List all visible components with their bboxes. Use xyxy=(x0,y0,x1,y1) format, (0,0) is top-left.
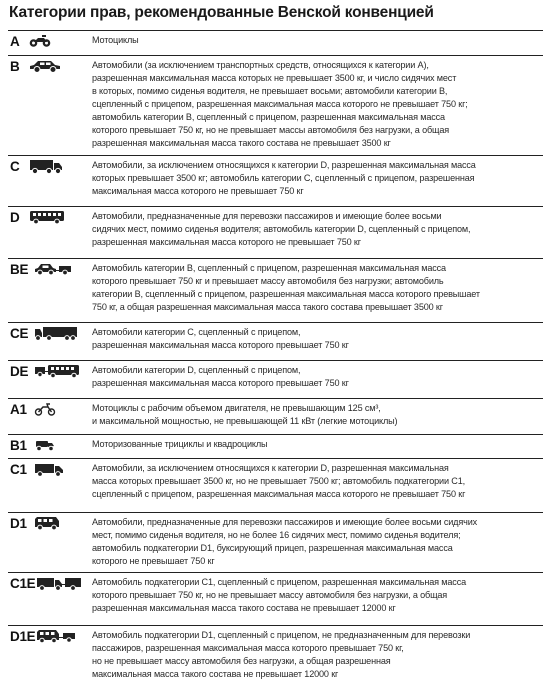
car-trailer-icon xyxy=(34,262,90,280)
description-line: автомобиль категории В, сцепленный с прицепом, разрешенная максимальная масса xyxy=(92,112,445,122)
description-line: Автомобили, предназначенные для перевозки пассажиров и имеющие более восьми сидячих xyxy=(92,517,478,527)
truck-trailer-icon xyxy=(34,326,90,344)
category-description xyxy=(92,576,545,615)
description-line: разрешенная максимальная масса которого превышает 750 кг xyxy=(92,378,349,388)
description-line: Автомобили, предназначенные для перевозки пассажиров и имеющие более восьми xyxy=(92,211,442,221)
description-line: Автомобили, за исключением относящихся к категории D, разрешенная максимальная xyxy=(92,463,449,473)
category-description xyxy=(92,159,545,198)
category-description xyxy=(92,462,545,501)
description-line: Автомобиль категории В, сцепленный с прицепом, разрешенная максимальная масса xyxy=(92,263,446,273)
car-icon xyxy=(29,59,85,77)
description-line: Автомобили категории С, сцепленный с прицепом, xyxy=(92,327,301,337)
row-divider xyxy=(8,458,543,459)
bus-trailer-icon xyxy=(34,364,90,382)
description-line: Автомобиль подкатегории С1, сцепленный с прицепом, разрешенная максимальная масса xyxy=(92,577,467,587)
description-line: 750 кг, а общая разрешенная максимальная масса такого состава превышает 3500 кг xyxy=(92,302,443,312)
description-line: которых превышает 3500 кг; автомобиль категории С, сцепленный с прицепом, разрешенная xyxy=(92,173,475,183)
category-code: CE xyxy=(10,326,29,341)
description-line: разрешенная максимальная масса которого превышает 750 кг xyxy=(92,340,349,350)
description-line: но не превышает массу автомобиля без нагрузки, а общая разрешенная xyxy=(92,656,391,666)
description-line: разрешенная максимальная масса которых не превышает 3500 кг, и число сидячих мест xyxy=(92,73,457,83)
category-code: BE xyxy=(10,262,29,277)
category-code: D xyxy=(10,210,20,225)
row-divider xyxy=(8,30,543,31)
light-truck-icon xyxy=(34,462,90,480)
category-code: B xyxy=(10,59,20,74)
description-line: Мотоциклы xyxy=(92,35,139,45)
motorcycle-icon xyxy=(29,34,85,52)
description-line: разрешенная максимальная масса такого состава не превышает 3500 кг xyxy=(92,138,391,148)
category-description xyxy=(92,629,545,681)
description-line: пассажиров, разрешенная максимальная масса которого превышает 750 кг, xyxy=(92,643,404,653)
description-line: и максимальной мощностью, не превышающей 11 кВт (легкие мотоциклы) xyxy=(92,416,398,426)
row-divider xyxy=(8,512,543,513)
light-truck-trailer-icon xyxy=(36,576,92,594)
category-code: C xyxy=(10,159,20,174)
category-description xyxy=(92,438,545,451)
description-line: Автомобиль подкатегории D1, сцепленный с прицепом, не предназначенным для перевозки xyxy=(92,630,471,640)
description-line: сидячих мест, помимо сиденья водителя; автомобиль категории D, сцепленный с прицепом, xyxy=(92,224,471,234)
page-title: Категории прав, рекомендованные Венской конвенцией xyxy=(9,4,434,21)
row-divider xyxy=(8,258,543,259)
bus-icon xyxy=(29,210,85,228)
category-description xyxy=(92,34,545,47)
description-line: максимальная масса такого состава не превышает 12000 кг xyxy=(92,669,339,679)
description-line: сцепленный с прицепом, разрешенная максимальная масса которого не превышает 750 кг; xyxy=(92,99,468,109)
category-description xyxy=(92,210,545,249)
row-divider xyxy=(8,398,543,399)
description-line: категории В, сцепленный с прицепом, разрешенная максимальная масса которого превышает xyxy=(92,289,480,299)
tricycle-icon xyxy=(34,438,90,456)
description-line: которого не превышает 750 кг xyxy=(92,556,215,566)
row-divider xyxy=(8,322,543,323)
category-code: D1 xyxy=(10,516,27,531)
description-line: Автомобили (за исключением транспортных средств, относящихся к категории А), xyxy=(92,60,429,70)
description-line: которого превышает 750 кг, но не превышает массу автомобиля без нагрузки, а общая xyxy=(92,590,448,600)
description-line: Автомобили, за исключением относящихся к категории D, разрешенная максимальная масса xyxy=(92,160,476,170)
row-divider xyxy=(8,360,543,361)
category-description xyxy=(92,364,545,390)
category-code: B1 xyxy=(10,438,27,453)
description-line: мест, помимо сиденья водителя, но не более 16 сидячих мест, помимо сиденья водителя; xyxy=(92,530,461,540)
description-line: максимальная масса которого не превышает 750 кг xyxy=(92,186,304,196)
description-line: разрешенная максимальная масса такого состава не превышает 12000 кг xyxy=(92,603,396,613)
row-divider xyxy=(8,572,543,573)
description-line: Мотоциклы с рабочим объемом двигателя, не превышающим 125 см³, xyxy=(92,403,381,413)
category-description xyxy=(92,262,545,314)
description-line: разрешенная максимальная масса которого не превышает 750 кг xyxy=(92,237,361,247)
category-description xyxy=(92,402,545,428)
category-description xyxy=(92,326,545,352)
description-line: в которых, помимо сиденья водителя, не превышает восьми; автомобили категории В, xyxy=(92,86,448,96)
description-line: масса которых превышает 3500 кг, но не превышает 7500 кг; автомобиль подкатегории С1, xyxy=(92,476,465,486)
description-line: автомобиль подкатегории D1, буксирующий прицеп, разрешенная максимальная масса xyxy=(92,543,453,553)
category-description xyxy=(92,516,545,568)
category-code: A1 xyxy=(10,402,27,417)
row-divider xyxy=(8,55,543,56)
row-divider xyxy=(8,206,543,207)
description-line: Автомобили категории D, сцепленный с прицепом, xyxy=(92,365,301,375)
category-code: A xyxy=(10,34,20,49)
category-code: C1E xyxy=(10,576,36,591)
description-line: которого превышает 750 кг, но не превышает массы автомобиля без нагрузки, а общая xyxy=(92,125,450,135)
scooter-icon xyxy=(34,402,90,420)
description-line: сцепленный с прицепом, разрешенная максимальная масса которого не превышает 750 кг xyxy=(92,489,466,499)
minibus-icon xyxy=(34,516,90,534)
category-code: D1E xyxy=(10,629,36,644)
row-divider xyxy=(8,434,543,435)
minibus-trailer-icon xyxy=(36,629,92,647)
row-divider xyxy=(8,625,543,626)
category-code: DE xyxy=(10,364,29,379)
category-code: C1 xyxy=(10,462,27,477)
row-divider xyxy=(8,155,543,156)
category-description xyxy=(92,59,545,150)
description-line: Моторизованные трициклы и квадроциклы xyxy=(92,439,268,449)
description-line: которого превышает 750 кг и превышает массу автомобиля без нагрузки; автомобиль xyxy=(92,276,444,286)
truck-icon xyxy=(29,159,85,177)
